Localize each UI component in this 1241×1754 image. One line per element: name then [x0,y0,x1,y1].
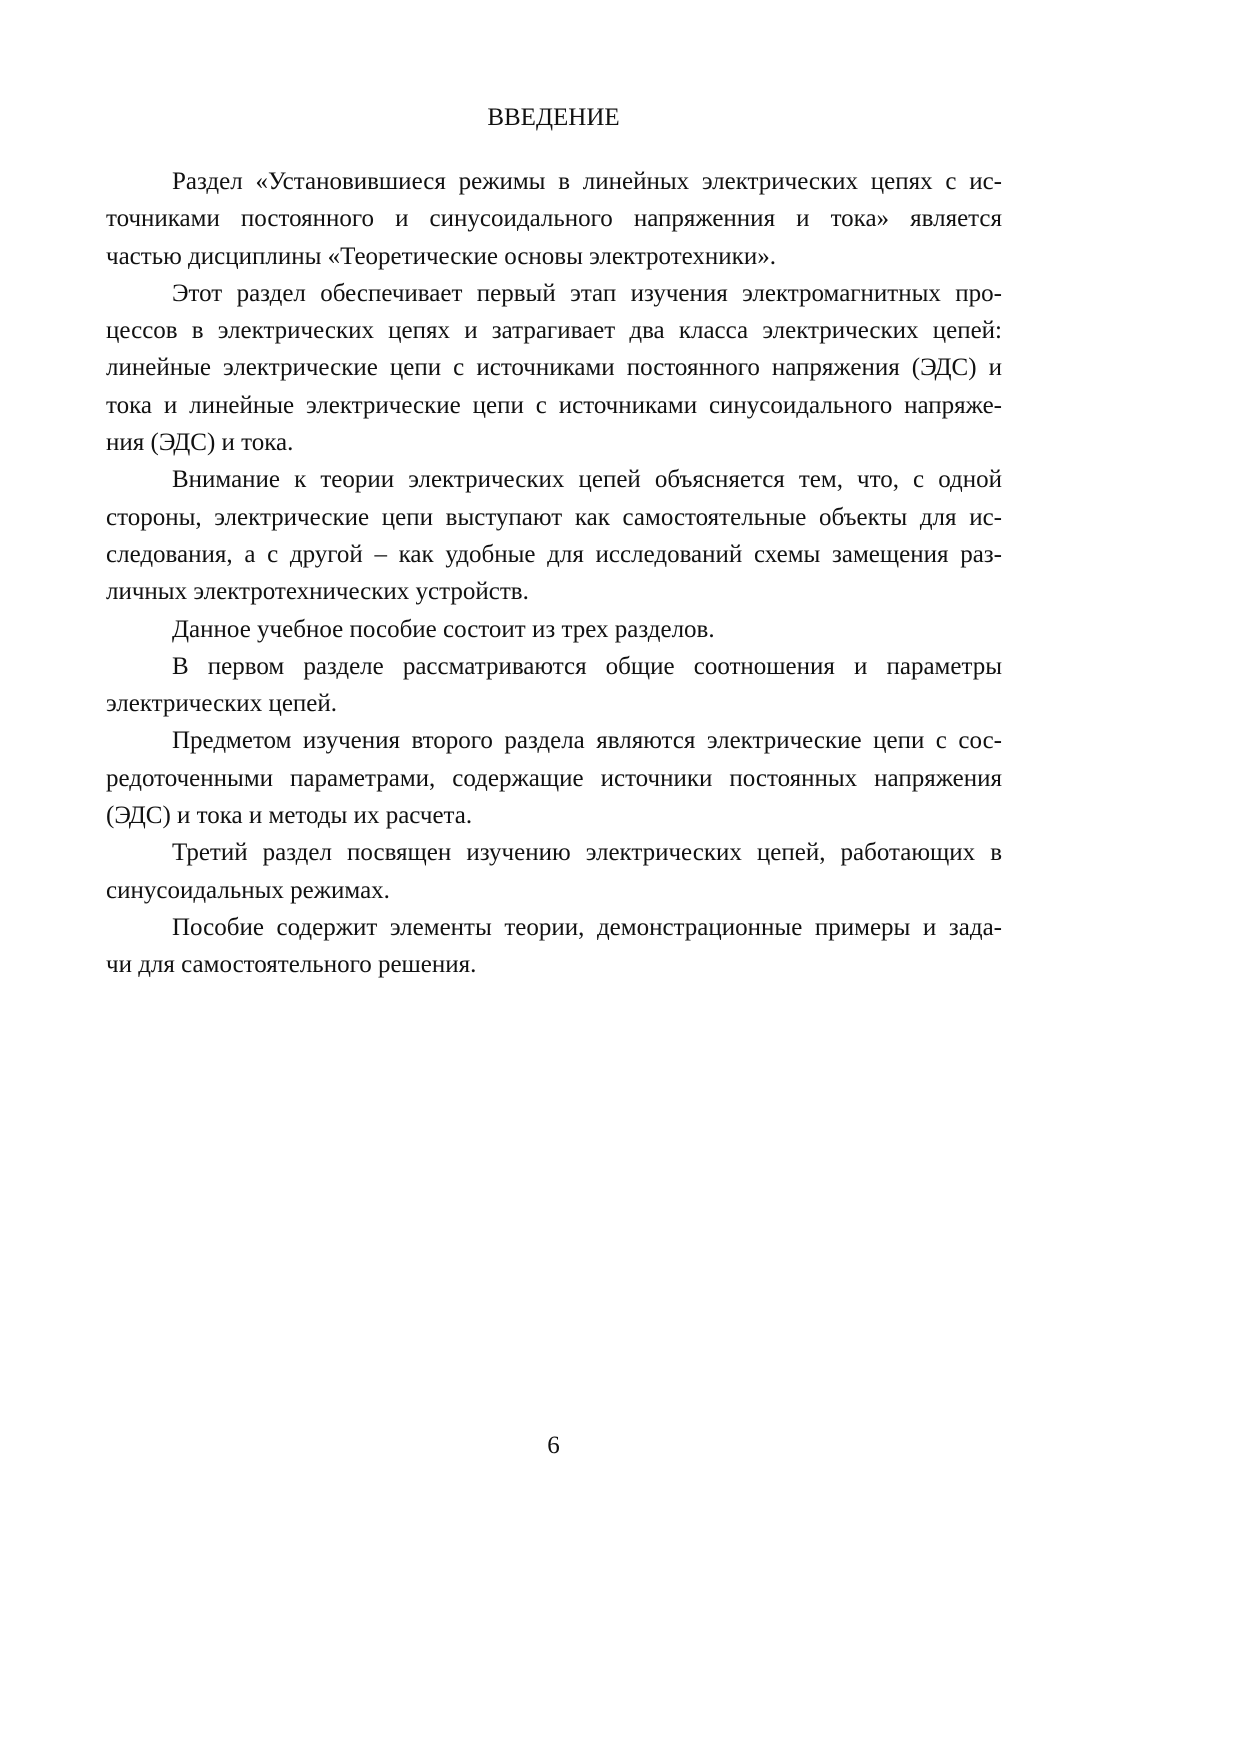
text-line: Этот раздел обеспечивает первый этап изучения электромагнитных про- [172,279,1002,307]
paragraph [106,722,1002,834]
text-line: редоточенными параметрами, содержащие источники постоянных напряжения [106,764,1002,792]
text-line: электрических цепей. [106,690,338,718]
text-line: синусоидальных режимах. [106,876,390,904]
paragraph [106,461,1002,610]
text-line: следования, а с другой – как удобные для исследований схемы замещения раз- [106,540,1002,568]
text-line: Третий раздел посвящен изучению электрических цепей, работающих в [172,839,1002,867]
paragraph [106,275,1002,461]
text-line: Предметом изучения второго раздела являются электрические цепи с сос- [172,727,1002,755]
section-title: ВВЕДЕНИЕ [487,104,620,131]
text-line: стороны, электрические цепи выступают как самостоятельные объекты для ис- [106,503,1002,531]
text-line: цессов в электрических цепях и затрагивает два класса электрических цепей: [106,317,1002,345]
text-line: Данное учебное пособие состоит из трех разделов. [172,615,715,643]
text-line: ния (ЭДС) и тока. [106,429,294,457]
text-line: чи для самостоятельного решения. [106,951,477,979]
paragraph [106,834,1002,909]
paragraph [106,909,1002,984]
text-line: Внимание к теории электрических цепей объясняется тем, что, с одной [172,466,1002,494]
text-line: точниками постоянного и синусоидального напряженния и тока» является [106,205,1002,233]
paragraph [106,163,1002,275]
paragraph [106,611,1002,648]
paragraph [106,648,1002,723]
text-line: линейные электрические цепи с источниками постоянного напряжения (ЭДС) и [106,354,1002,382]
text-line: частью дисциплины «Теоретические основы электротехники». [106,242,776,270]
text-line: тока и линейные электрические цепи с источниками синусоидального напряже- [106,391,1002,419]
text-line: Пособие содержит элементы теории, демонстрационные примеры и зада- [172,913,1002,941]
text-line: Раздел «Установившиеся режимы в линейных электрических цепях с ис- [172,168,1002,195]
page-number: 6 [547,1432,560,1459]
text-line: (ЭДС) и тока и методы их расчета. [106,802,473,830]
text-line: личных электротехнических устройств. [106,578,529,606]
document-body [106,163,1002,984]
text-line: В первом разделе рассматриваются общие соотношения и параметры [172,652,1002,680]
